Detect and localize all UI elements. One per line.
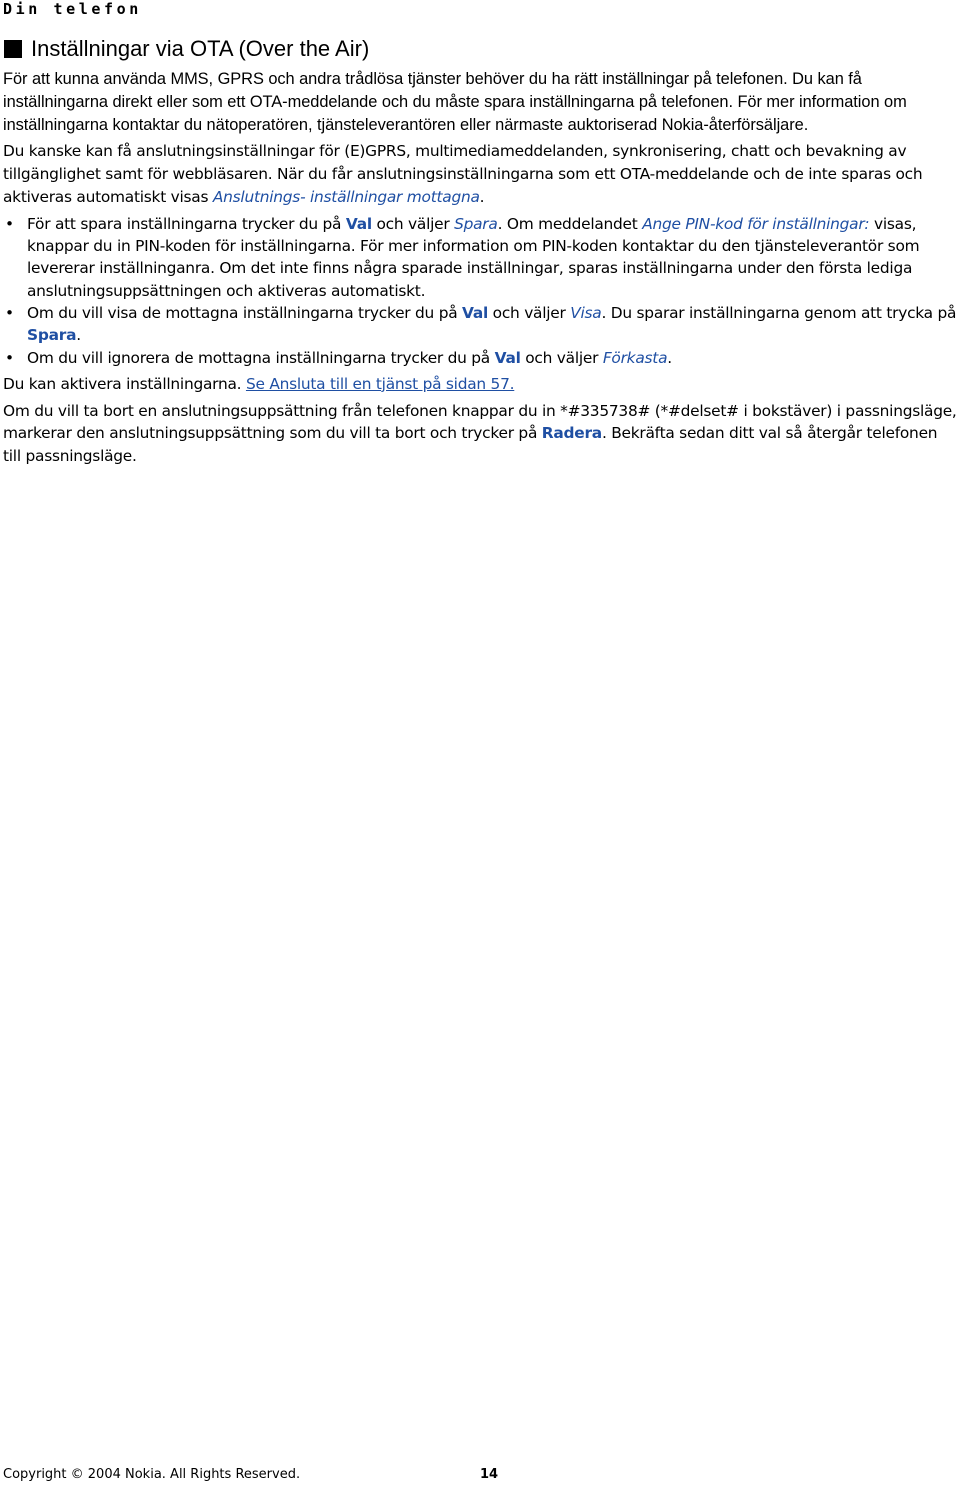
paragraph-text: Du kanske kan få anslutningsinställningar för (E)GPRS, multimediameddelanden, synkronisering, chatt och bevakning av tillgänglighet samt för webbläsaren. När du får anslutningsinställningarna som ett OTA-meddelande och de inte sparas och aktiveras automatiskt visas [3,142,923,206]
list-item-save [3,213,958,302]
paragraph-text: Om du vill ta bort en anslutningsuppsättning från telefonen knappar du in *#335738# (*#delset# i bokstäver) i passningsläge, markerar den anslutningsuppsättning som du vill ta bort och trycker på [3,401,957,443]
activation-paragraph [3,373,958,396]
paragraph-text: . [479,187,485,206]
list-text: För att spara inställningarna trycker du på [27,214,346,233]
intro-paragraph: För att kunna använda MMS, GPRS och andra trådlösa tjänster behöver du ha rätt inställningar på telefonen. Du kan få inställningarna direkt eller som ett OTA-meddelande och du måste spara inställningarna på telefonen. För mer information om inställningarna kontaktar du nätoperatören, tjänsteleverantören eller närmaste auktoriserad Nokia-återförsäljare. [3,70,907,134]
list-text: och väljer [520,348,603,367]
bullet-icon: • [5,348,14,367]
ui-option-text: Förkasta [602,348,668,367]
ui-option-text: Spara [454,214,498,233]
list-text: och väljer [488,303,571,322]
list-text: . Om meddelandet [497,214,643,233]
ui-message-text: Ange PIN-kod för inställningar: [642,214,870,233]
page-content [3,68,958,472]
section-heading [4,36,369,62]
settings-types-paragraph [3,140,958,208]
ui-message-text: Anslutnings- inställningar mottagna [212,187,480,206]
ui-option-text: Visa [570,303,602,322]
softkey-label: Val [345,214,372,233]
list-text: Om du vill visa de mottagna inställningarna trycker du på [27,303,463,322]
page-footer [3,1466,958,1484]
softkey-label: Val [462,303,489,322]
removal-paragraph [3,400,958,468]
paragraph-text: . Bekräfta sedan ditt val så återgår telefonen till passningsläge. [3,424,938,466]
softkey-label: Val [494,348,521,367]
list-text: och väljer [371,214,455,233]
page-number: 14 [480,1467,499,1482]
bullet-icon: • [5,303,14,322]
list-text: . Du sparar inställningarna genom att trycka på [601,303,957,322]
list-text: visas, knappar du in PIN-koden för inställningarna. För mer information om PIN-koden kontaktar du den tjänsteleverantör som levererar inställninganra. Om det inte finns några sparade inställningar, sparas inställningarna under den första lediga anslutningsuppsättningen och aktiveras automatiskt. [27,214,920,300]
list-item-discard [3,347,958,369]
cross-reference-link[interactable]: Se Ansluta till en tjänst på sidan 57. [245,374,515,393]
list-text: . [76,326,81,345]
bullet-icon: • [5,214,14,233]
section-title: Inställningar via OTA (Over the Air) [31,36,370,61]
copyright-notice: Copyright © 2004 Nokia. All Rights Reserved. [3,1467,301,1482]
list-text: . [667,348,672,367]
running-head: Din telefon [3,0,142,18]
softkey-label: Radera [541,424,602,443]
square-bullet-icon [4,40,22,58]
instruction-list [3,213,958,369]
list-item-view [3,302,958,347]
list-text: Om du vill ignorera de mottagna inställningarna trycker du på [27,348,495,367]
softkey-label: Spara [27,326,77,345]
paragraph-text: Du kan aktivera inställningarna. [3,374,246,393]
